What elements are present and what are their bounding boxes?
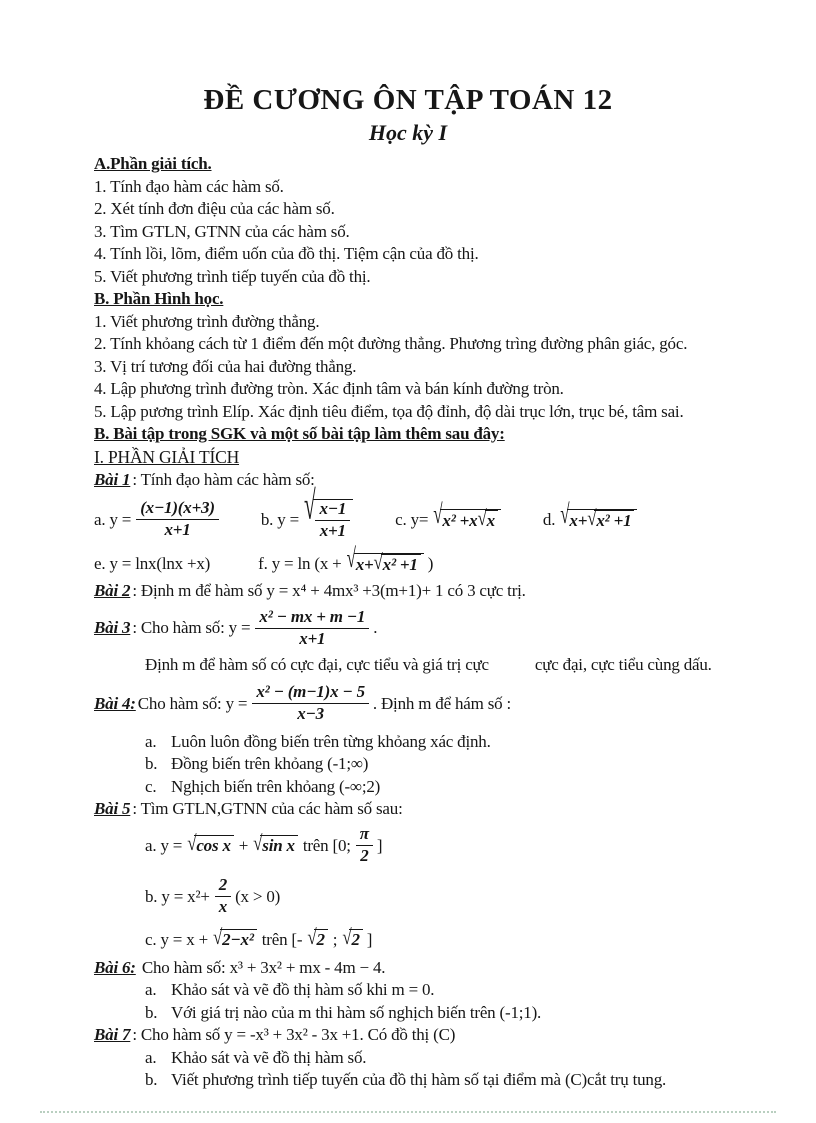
exercise-6-intro: Cho hàm số: x³ + 3x² + mx - 4m − 4.: [137, 957, 386, 977]
radical-sign-icon: √: [433, 498, 443, 529]
sqrt-expression: [212, 925, 257, 950]
fraction-numerator: (x−1)(x+3): [136, 499, 219, 520]
exercise-6-title: [94, 957, 722, 980]
radicand: 2−x²: [220, 929, 257, 950]
radicand: 2: [349, 929, 362, 950]
radical-sign-icon: √: [373, 549, 383, 574]
nested-sqrt-expression: [477, 505, 497, 531]
fraction-denominator: x+1: [164, 520, 191, 539]
page-footer-divider: [40, 1111, 776, 1113]
fraction-denominator: x+1: [319, 520, 346, 540]
formula-5c-prefix: c. y = x +: [145, 929, 208, 949]
item-marker: a.: [145, 1047, 157, 1067]
radical-sign-icon: √: [560, 498, 570, 529]
radical-sign-icon: √: [587, 505, 597, 530]
item-marker: b.: [145, 1070, 158, 1089]
sqrt-expression: [307, 925, 327, 950]
part1-heading: I. PHẦN GIẢI TÍCH: [94, 446, 240, 467]
item-text: Nghịch biến trên khỏang (-∞;2): [171, 776, 381, 796]
formula-1d: [542, 498, 637, 531]
plus-sign: +: [238, 835, 249, 855]
radical-sign-icon: √: [307, 925, 317, 949]
item-text: Viết phương trình tiếp tuyến của đồ thị hàm số tại điểm mà (C)cắt trụ tung.: [171, 1070, 667, 1089]
fraction-denominator: 2: [360, 846, 369, 865]
exercise-6-item-a: [145, 979, 722, 1002]
formula-5b: [145, 871, 722, 923]
radical-sign-icon: √: [346, 542, 356, 573]
radical-sign-icon: √: [477, 505, 487, 530]
exercises-heading: B. Bài tập trong SGK và một số bài tập làm thêm sau đây:: [94, 424, 505, 443]
radical-sign-icon: √: [342, 925, 352, 949]
fraction-denominator: x: [218, 897, 228, 916]
exercise-2-label: Bài 2: [94, 580, 131, 600]
section-a-heading-line: [94, 153, 722, 176]
section-b-item-5: 5. Lập pương trình Elíp. Xác định tiêu điểm, tọa độ đỉnh, độ dài trục lớn, trục bé, tâm sai.: [94, 401, 684, 421]
item-text: Với giá trị nào của m thi hàm số nghịch biến trên (-1;1).: [171, 1002, 542, 1022]
exercise-7-item-a: [145, 1047, 722, 1070]
radicand-text: x+: [569, 510, 588, 530]
radicand: x² +1: [381, 554, 421, 575]
exercise-4-suffix: . Định m để hám số :: [372, 693, 512, 713]
sqrt-expression: [560, 498, 637, 531]
formula-1a-prefix: a. y =: [94, 509, 132, 529]
exercise-3-suffix: .: [373, 618, 378, 637]
exercise-5-title: [94, 798, 722, 821]
radical-sign-icon: √: [253, 831, 263, 855]
item-text: Khảo sát và vẽ đồ thị hàm số khi m = 0.: [171, 980, 435, 999]
section-b-item-1: 1. Viết phương trình đường thẳng.: [94, 311, 320, 331]
separator: ;: [332, 929, 338, 949]
section-a-item-3: 3. Tìm GTLN, GTNN của các hàm số.: [94, 221, 350, 241]
section-a-heading: A.Phần giải tích.: [94, 154, 212, 173]
section-b-item-2: 2. Tính khỏang cách từ 1 điểm đến một đường thẳng. Phương trìng đường phân giác, góc.: [94, 334, 688, 353]
radicand: [440, 505, 501, 531]
fraction: [215, 876, 231, 916]
sqrt-expression: [187, 831, 234, 856]
formula-5c: [145, 923, 722, 957]
document-title: ĐỀ CƯƠNG ÔN TẬP TOÁN 12: [203, 84, 613, 116]
exercise-1-formula-row-1: [94, 482, 722, 548]
section-a-item-4: 4. Tính lồi, lõm, điểm uốn của đồ thị. Tiệm cận của đồ thị.: [94, 244, 479, 263]
formula-5c-suffix: ]: [366, 929, 373, 949]
item-marker: b.: [145, 1002, 158, 1022]
exercise-4-label: Bài 4:: [94, 693, 136, 713]
fraction: [136, 499, 219, 539]
nested-sqrt-expression: [587, 505, 634, 531]
exercise-7-title: [94, 1024, 722, 1047]
formula-1c: [395, 498, 501, 531]
formula-5a: [145, 821, 722, 871]
formula-1e: e. y = lnx(lnx +x): [94, 553, 211, 573]
formula-1f-prefix: f. y = ln (x +: [258, 553, 342, 573]
sqrt-expression: [342, 925, 362, 950]
exercise-6-label: Bài 6:: [94, 957, 136, 977]
radical-sign-icon: √: [187, 831, 197, 855]
radicand: 2: [314, 929, 327, 950]
section-b-item-3: 3. Vị trí tương đối của hai đường thẳng.: [94, 356, 357, 376]
radicand-text: x+: [355, 554, 374, 574]
sqrt-expression: [253, 831, 298, 856]
formula-1a: [94, 499, 219, 539]
item-marker: a.: [145, 980, 157, 999]
formula-5b-prefix: b. y = x²+: [145, 886, 210, 906]
exercise-3-note: [145, 654, 722, 677]
sqrt-expression: [303, 482, 353, 540]
exercise-7-item-b: [145, 1069, 722, 1092]
formula-5a-suffix: ]: [376, 835, 383, 855]
fraction-numerator: π: [356, 825, 373, 846]
radicand: [313, 499, 353, 540]
fraction: [252, 683, 369, 723]
exercise-7-intro: : Cho hàm số y = -x³ + 3x² - 3x +1. Có đồ thị (C): [132, 1025, 456, 1044]
fraction-numerator: 2: [215, 876, 231, 897]
radicand: sin x: [260, 835, 298, 856]
formula-1b: [260, 482, 353, 540]
radicand: x² +1: [594, 510, 634, 531]
section-b-heading: B. Phần Hình học.: [94, 289, 224, 308]
exercise-3-label: Bài 3: [94, 618, 131, 637]
formula-5b-suffix: (x > 0): [235, 886, 281, 906]
radicand-text: x² +x: [442, 510, 478, 530]
exercise-7-label: Bài 7: [94, 1025, 131, 1044]
exercise-3-note-part1: Định m để hàm số có cực đại, cực tiểu và giá trị cực: [145, 655, 489, 674]
formula-1b-prefix: b. y =: [260, 509, 299, 529]
exercise-5-label: Bài 5: [94, 799, 131, 818]
radicand: [567, 505, 637, 531]
item-text: Đồng biến trên khỏang (-1;∞): [171, 754, 369, 773]
exercise-1-title: [94, 469, 722, 492]
exercise-5-intro: : Tìm GTLN,GTNN của các hàm số sau:: [132, 799, 403, 818]
section-a-item-2: 2. Xét tính đơn điệu của các hàm số.: [94, 199, 335, 218]
radicand: cos x: [194, 835, 233, 856]
item-marker: b.: [145, 754, 158, 773]
formula-1c-prefix: c. y=: [395, 509, 429, 529]
fraction: [255, 608, 369, 648]
exercise-3-title: [94, 602, 722, 654]
exercise-1-formula-row-2: [94, 542, 722, 580]
fraction-denominator: x−3: [297, 704, 324, 723]
sqrt-expression: [346, 542, 424, 575]
radicand: [354, 549, 424, 575]
formula-5a-prefix: a. y =: [145, 835, 183, 855]
document-subtitle: Học kỳ I: [368, 120, 448, 145]
exercise-6-item-b: [145, 1002, 722, 1025]
exercise-2-text: : Định m để hàm số y = x⁴ + 4mx³ +3(m+1)+ 1 có 3 cực trị.: [132, 580, 526, 600]
section-b-item-4: 4. Lập phương trình đường tròn. Xác định tâm và bán kính đường tròn.: [94, 379, 564, 398]
item-marker: c.: [145, 776, 157, 796]
radical-sign-icon: √: [303, 482, 316, 529]
exercise-4-title: [94, 677, 722, 731]
exercise-1-intro: : Tính đạo hàm các hàm số:: [132, 470, 315, 489]
formula-1f: [258, 542, 434, 575]
section-b-heading-line: [94, 288, 722, 311]
exercise-1-label: Bài 1: [94, 470, 131, 489]
exercise-4-item-a: [145, 731, 722, 754]
exercise-4-item-c: [145, 776, 722, 799]
exercise-2-title: [94, 580, 722, 603]
nested-sqrt-expression: [373, 549, 421, 575]
part1-heading-line: [94, 446, 722, 470]
item-text: Khảo sát và vẽ đồ thị hàm số.: [171, 1047, 367, 1067]
formula-1d-prefix: d.: [542, 509, 556, 529]
exercise-4-intro: Cho hàm số: y =: [137, 693, 248, 713]
fraction-numerator: x² − mx + m −1: [255, 608, 369, 629]
fraction-denominator: x+1: [299, 628, 326, 648]
section-a-item-1: 1. Tính đạo hàm các hàm số.: [94, 176, 284, 196]
section-a-item-5: 5. Viết phương trình tiếp tuyến của đồ thị.: [94, 266, 371, 286]
fraction-numerator: x−1: [315, 500, 350, 521]
exercise-4-item-b: [145, 753, 722, 776]
exercise-3-note-part2: cực đại, cực tiểu cùng dấu.: [534, 655, 712, 674]
sqrt-expression: [433, 498, 501, 531]
formula-1f-suffix: ): [427, 553, 434, 573]
item-marker: a.: [145, 731, 157, 751]
fraction: [356, 825, 373, 865]
formula-5a-interval: trên [0;: [302, 835, 351, 855]
fraction-numerator: x² − (m−1)x − 5: [252, 683, 369, 704]
radicand: x: [485, 510, 498, 531]
item-text: Luôn luôn đồng biến trên từng khỏang xác định.: [171, 731, 491, 751]
exercises-heading-line: [94, 423, 722, 446]
fraction: [315, 500, 350, 540]
radical-sign-icon: √: [212, 925, 223, 949]
formula-5c-interval: trên [-: [261, 929, 303, 949]
exercise-3-intro: : Cho hàm số: y =: [132, 618, 251, 637]
